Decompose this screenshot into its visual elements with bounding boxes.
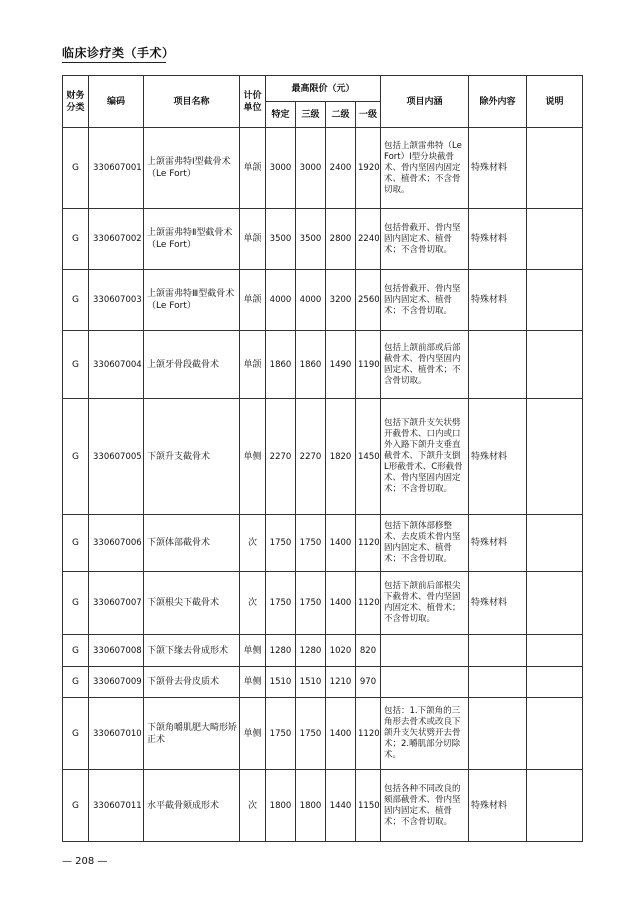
cell-special: 1750 — [266, 572, 296, 635]
cell-level2: 1210 — [326, 667, 356, 698]
cell-name: 下颌升支截骨术 — [144, 399, 240, 515]
cell-unit: 单侧 — [240, 635, 266, 667]
cell-level2: 1490 — [326, 331, 356, 399]
table-row — [63, 635, 583, 667]
cell-code: 330607001 — [89, 128, 144, 209]
cell-notes — [527, 399, 583, 515]
cell-special: 3000 — [266, 128, 296, 209]
cell-level3: 1280 — [296, 635, 326, 667]
cell-name: 下颌根尖下截骨术 — [144, 572, 240, 635]
cell-level1: 1120 — [356, 515, 381, 572]
cell-code: 330607005 — [89, 399, 144, 515]
cell-level1: 2240 — [356, 209, 381, 270]
col-code: 编码 — [89, 76, 144, 128]
cell-category: G — [63, 572, 89, 635]
table-row — [63, 515, 583, 572]
cell-level3: 1750 — [296, 572, 326, 635]
cell-content: 包括上颌前部或后部截骨术、骨内坚固内固定术、植骨术；不含骨切取。 — [381, 331, 469, 399]
cell-code: 330607011 — [89, 770, 144, 842]
cell-notes — [527, 572, 583, 635]
col-content: 项目内涵 — [381, 76, 469, 128]
table-row — [63, 128, 583, 209]
cell-name: 上颌雷弗特Ⅱ型截骨术（Le Fort） — [144, 209, 240, 270]
cell-name: 上颌牙骨段截骨术 — [144, 331, 240, 399]
cell-content: 包括各种不同改良的颏部截骨术、骨内坚固内固定术、植骨术；不含骨切取。 — [381, 770, 469, 842]
cell-special: 1750 — [266, 515, 296, 572]
cell-unit: 单侧 — [240, 399, 266, 515]
cell-notes — [527, 128, 583, 209]
cell-level1: 1120 — [356, 698, 381, 770]
cell-level1: 1920 — [356, 128, 381, 209]
table-row — [63, 209, 583, 270]
col-name: 项目名称 — [144, 76, 240, 128]
cell-level1: 820 — [356, 635, 381, 667]
cell-unit: 单颌 — [240, 331, 266, 399]
cell-notes — [527, 770, 583, 842]
cell-unit: 单颌 — [240, 270, 266, 331]
cell-content: 包括骨截开、骨内坚固内固定术、植骨术；不含骨切取。 — [381, 270, 469, 331]
cell-content: 包括下颌前后部根尖下截骨术、骨内坚固内固定术、植骨术；不含骨切取。 — [381, 572, 469, 635]
cell-code: 330607002 — [89, 209, 144, 270]
cell-level2: 2800 — [326, 209, 356, 270]
cell-code: 330607006 — [89, 515, 144, 572]
cell-exclusions: 特殊材料 — [469, 399, 527, 515]
cell-level1: 2560 — [356, 270, 381, 331]
cell-unit: 单颌 — [240, 209, 266, 270]
cell-exclusions: 特殊材料 — [469, 515, 527, 572]
cell-special: 4000 — [266, 270, 296, 331]
cell-level1: 1150 — [356, 770, 381, 842]
cell-notes — [527, 667, 583, 698]
cell-unit: 单颌 — [240, 128, 266, 209]
col-category: 财务分类 — [63, 76, 89, 128]
cell-name: 上颌雷弗特Ⅰ型截骨术（Le Fort） — [144, 128, 240, 209]
cell-exclusions: 特殊材料 — [469, 770, 527, 842]
cell-content: 包括骨截开、骨内坚固内固定术、植骨术；不含骨切取。 — [381, 209, 469, 270]
cell-special: 1800 — [266, 770, 296, 842]
cell-exclusions: 特殊材料 — [469, 572, 527, 635]
cell-level3: 1860 — [296, 331, 326, 399]
cell-unit: 单侧 — [240, 667, 266, 698]
table-row — [63, 667, 583, 698]
cell-category: G — [63, 667, 89, 698]
cell-content — [381, 635, 469, 667]
section-title-underline — [62, 62, 166, 63]
cell-category: G — [63, 209, 89, 270]
cell-code: 330607007 — [89, 572, 144, 635]
cell-name: 下颌体部截骨术 — [144, 515, 240, 572]
page-number: — 208 — — [62, 856, 108, 867]
cell-name: 下颌下缘去骨成形术 — [144, 635, 240, 667]
cell-notes — [527, 331, 583, 399]
cell-level2: 1020 — [326, 635, 356, 667]
cell-unit: 次 — [240, 572, 266, 635]
cell-special: 1860 — [266, 331, 296, 399]
cell-special: 1280 — [266, 635, 296, 667]
cell-exclusions — [469, 635, 527, 667]
table-header — [63, 76, 583, 128]
cell-level1: 1120 — [356, 572, 381, 635]
section-title: 临床诊疗类（手术） — [62, 46, 175, 60]
cell-level1: 1190 — [356, 331, 381, 399]
cell-notes — [527, 698, 583, 770]
cell-notes — [527, 515, 583, 572]
cell-exclusions: 特殊材料 — [469, 270, 527, 331]
table-row — [63, 572, 583, 635]
cell-level3: 2270 — [296, 399, 326, 515]
cell-level1: 1450 — [356, 399, 381, 515]
cell-exclusions: 特殊材料 — [469, 128, 527, 209]
table-row — [63, 331, 583, 399]
cell-exclusions — [469, 331, 527, 399]
cell-special: 2270 — [266, 399, 296, 515]
cell-unit: 次 — [240, 515, 266, 572]
cell-exclusions — [469, 667, 527, 698]
cell-exclusions: 特殊材料 — [469, 209, 527, 270]
cell-level3: 1800 — [296, 770, 326, 842]
cell-level2: 3200 — [326, 270, 356, 331]
cell-code: 330607010 — [89, 698, 144, 770]
cell-level2: 1440 — [326, 770, 356, 842]
cell-unit: 次 — [240, 770, 266, 842]
cell-level1: 970 — [356, 667, 381, 698]
cell-name: 水平截骨颏成形术 — [144, 770, 240, 842]
col-special: 特定 — [266, 102, 296, 128]
col-unit: 计价单位 — [240, 76, 266, 128]
cell-level2: 1400 — [326, 572, 356, 635]
cell-content: 包括：1.下颌角的三角形去骨术或改良下颌升支矢状劈开去骨术；2.嚼肌部分切除术。 — [381, 698, 469, 770]
cell-notes — [527, 635, 583, 667]
cell-content: 包括上颌雷弗特（Le Fort）Ⅰ型分块截骨术、骨内坚固内固定术、植骨术；不含骨切取。 — [381, 128, 469, 209]
cell-level2: 1820 — [326, 399, 356, 515]
cell-category: G — [63, 270, 89, 331]
cell-category: G — [63, 331, 89, 399]
cell-category: G — [63, 770, 89, 842]
cell-code: 330607003 — [89, 270, 144, 331]
cell-notes — [527, 209, 583, 270]
table-row — [63, 770, 583, 842]
cell-category: G — [63, 399, 89, 515]
cell-name: 下颌骨去骨皮质术 — [144, 667, 240, 698]
cell-level3: 1750 — [296, 515, 326, 572]
cell-level3: 3500 — [296, 209, 326, 270]
col-exclusions: 除外内容 — [469, 76, 527, 128]
cell-code: 330607009 — [89, 667, 144, 698]
table-body — [63, 128, 583, 842]
cell-name: 下颌角嚼肌肥大畸形矫正术 — [144, 698, 240, 770]
cell-level3: 1510 — [296, 667, 326, 698]
cell-code: 330607008 — [89, 635, 144, 667]
cell-content — [381, 667, 469, 698]
cell-level3: 1750 — [296, 698, 326, 770]
table-row — [63, 399, 583, 515]
table-row — [63, 698, 583, 770]
cell-content: 包括下颌体部修整术、去皮质术骨内坚固内固定术、植骨术；不含骨切取。 — [381, 515, 469, 572]
fee-table — [62, 75, 583, 842]
col-notes: 说明 — [527, 76, 583, 128]
col-level2: 二级 — [326, 102, 356, 128]
col-level1: 一级 — [356, 102, 381, 128]
cell-level2: 1400 — [326, 515, 356, 572]
cell-exclusions — [469, 698, 527, 770]
cell-category: G — [63, 635, 89, 667]
cell-level2: 2400 — [326, 128, 356, 209]
cell-unit: 单侧 — [240, 698, 266, 770]
cell-category: G — [63, 698, 89, 770]
cell-name: 上颌雷弗特Ⅲ型截骨术（Le Fort） — [144, 270, 240, 331]
cell-code: 330607004 — [89, 331, 144, 399]
col-max-price: 最高限价（元） — [266, 76, 381, 102]
cell-category: G — [63, 128, 89, 209]
cell-special: 3500 — [266, 209, 296, 270]
cell-content: 包括下颌升支矢状劈开截骨术、口内或口外入路下颌升支垂直截骨术、下颌升支倒L形截骨术、C形截骨术、骨内坚固内固定术；不含骨切取。 — [381, 399, 469, 515]
col-level3: 三级 — [296, 102, 326, 128]
cell-special: 1510 — [266, 667, 296, 698]
cell-level3: 3000 — [296, 128, 326, 209]
cell-level2: 1400 — [326, 698, 356, 770]
cell-notes — [527, 270, 583, 331]
table-row — [63, 270, 583, 331]
cell-special: 1750 — [266, 698, 296, 770]
cell-level3: 4000 — [296, 270, 326, 331]
cell-category: G — [63, 515, 89, 572]
